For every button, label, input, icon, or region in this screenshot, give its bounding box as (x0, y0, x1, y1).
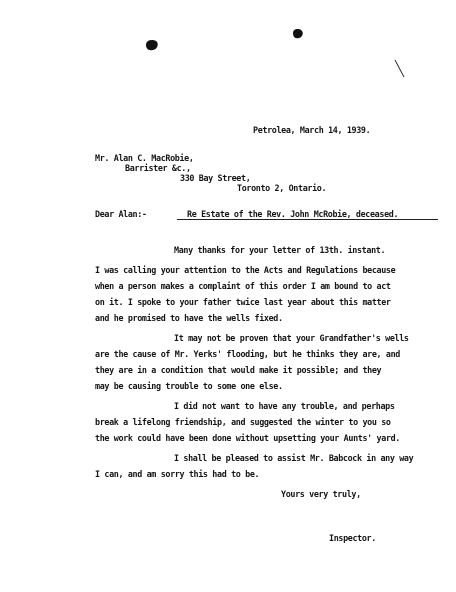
paragraph-4-line-3: the work could have been done without upsetting your Aunts' yard. (95, 433, 400, 443)
paragraph-2-line-2: when a person makes a complaint of this order I am bound to act (95, 281, 391, 291)
paragraph-1-line-1: Many thanks for your letter of 13th. instant. (174, 245, 386, 255)
recipient-name: Mr. Alan C. MacRobie, (95, 153, 194, 163)
ink-blot-left (144, 38, 160, 52)
recipient-street: 330 Bay Street, (180, 173, 251, 183)
ink-blot-right (291, 27, 305, 41)
closing: Yours very truly, (281, 489, 361, 499)
paragraph-3-line-2: are the cause of Mr. Yerks' flooding, but he thinks they are, and (95, 349, 400, 359)
recipient-title: Barrister &c., (125, 163, 191, 173)
subject-line: Re Estate of the Rev. John McRobie, deceased. (187, 209, 399, 219)
paragraph-4-line-1: I did not want to have any trouble, and perhaps (174, 401, 395, 411)
paragraph-5-line-1: I shall be pleased to assist Mr. Babcock in any way (174, 453, 414, 463)
stray-pen-mark (393, 58, 407, 80)
paragraph-3-line-3: they are in a condition that would make it possible; and they (95, 365, 382, 375)
salutation: Dear Alan:- (95, 209, 147, 219)
subject-underline (177, 219, 438, 220)
signature-title: Inspector. (329, 533, 376, 543)
paragraph-3-line-1: It may not be proven that your Grandfather's wells (174, 333, 409, 343)
paragraph-2-line-4: and he promised to have the wells fixed. (95, 313, 283, 323)
paragraph-2-line-3: on it. I spoke to your father twice last year about this matter (95, 297, 391, 307)
paragraph-5-line-2: I can, and am sorry this had to be. (95, 469, 260, 479)
recipient-city: Toronto 2, Ontario. (237, 183, 327, 193)
paragraph-3-line-4: may be causing trouble to some one else. (95, 381, 283, 391)
paragraph-4-line-2: break a lifelong friendship, and suggested the winter to you so (95, 417, 391, 427)
paragraph-2-line-1: I was calling your attention to the Acts and Regulations because (95, 265, 396, 275)
date-line: Petrolea, March 14, 1939. (253, 125, 371, 135)
